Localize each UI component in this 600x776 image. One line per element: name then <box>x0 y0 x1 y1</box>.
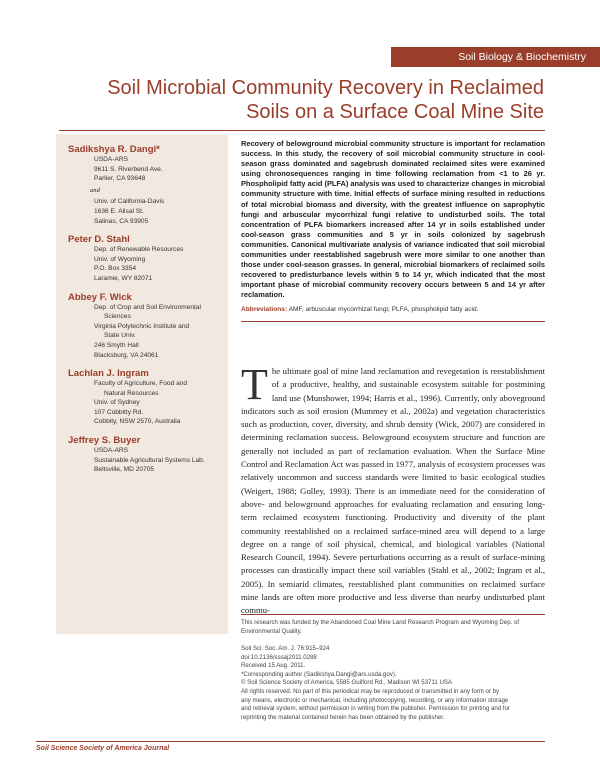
body-paragraph: he ultimate goal of mine land reclamation and revegetation is reestablishment of a productive, healthy, and sustainable ecosystem suitable for postmining land use (Munshower, 1994; Harris et al., 1996). Currently, only aboveground indicators such as soil erosion (Mummey et al., 2002a) and vegetation characteristics such as production, cover, diversity, and shrub density (Wick, 2007) are considered in determining reclamation success. Belowground ecosystem structure and function are generally not included as part of reclamation evaluation. When the Surface Mine Control and Reclamation Act was passed in 1977, analysis of ecosystem processes was relatively uncommon and success standards were limited to basic ecological studies (Weigert, 1988; Golley, 1993). There is an immediate need for the consideration of above- and belowground approaches for evaluating reclamation and ensuring long-term reclaimed ecosystem functioning. Productivity and diversity of the plant community reestablished on a reclaimed surface-mined area will depend to a large degree on a range of soil physical, chemical, and biological variables (National Research Council, 1994). Severe perturbations occurring as a result of surface-mining processes can drastically impact these soil variables (Stahl et al., 2002; Ingram et al., 2005). In semiarid climates, reestablished plant communities on reclaimed surface mine lands are often more productive and less diverse than nearby undisturbed plant commu- <box>241 366 545 616</box>
affiliation-line: Beltsville, MD 20705 <box>94 466 155 474</box>
publication-meta <box>241 645 545 722</box>
affiliation-line: State Univ. <box>104 332 136 340</box>
affiliation-line: Dep. of Crop and Soil Environmental <box>94 303 202 311</box>
affiliation-line: 9611 S. Riverbend Ave. <box>94 165 163 173</box>
affiliation-line: 246 Smyth Hall <box>94 341 139 349</box>
abbreviations-divider <box>241 321 545 322</box>
footnote-divider <box>241 614 545 615</box>
author-sidebar <box>56 134 228 634</box>
affiliation-line: Univ. of California-Davis <box>94 198 165 206</box>
affiliation-line: USDA-ARS <box>94 156 129 163</box>
meta-line: Received 15 Aug. 2011. <box>241 662 306 670</box>
meta-line: Soil Sci. Soc. Am. J. 76:915–924 <box>241 645 330 652</box>
affiliation-line: Parlier, CA 93648 <box>94 175 146 183</box>
meta-line: doi:10.2136/sssaj2011.0288 <box>241 653 317 661</box>
abbreviations-label: Abbreviations: <box>241 306 288 313</box>
affiliation-line: Blacksburg, VA 24061 <box>94 351 159 359</box>
author-name: Abbey F. Wick <box>68 291 132 303</box>
author-name: Peter D. Stahl <box>68 234 130 246</box>
author-name: Jeffrey S. Buyer <box>68 435 141 447</box>
author-affiliation <box>68 303 222 361</box>
drop-cap: T <box>241 360 268 409</box>
abbreviations-text: AMF, arbuscular mycorrhizal fungi; PLFA, phospholipid fatty acid. <box>288 306 479 313</box>
affiliation-line: Salinas, CA 93905 <box>94 217 149 225</box>
affiliation-line: Univ. of Wyoming <box>94 255 146 263</box>
body-text <box>241 360 545 618</box>
affiliation-line: 107 Cobbitty Rd. <box>94 408 144 416</box>
affiliation-line: 1636 E. Alisal St. <box>94 207 144 215</box>
affiliation-line: Laramie, WY 82071 <box>94 274 153 282</box>
meta-line: All rights reserved. No part of this periodical may be reproduced or transmitted in any form or by <box>241 687 500 695</box>
author-affiliation <box>68 197 222 226</box>
article-title <box>60 76 544 124</box>
affiliation-line: P.O. Box 3354 <box>94 265 137 273</box>
author-affiliation <box>68 245 222 283</box>
section-tab: Soil Biology & Biochemistry <box>391 47 600 67</box>
author-name: Lachlan J. Ingram <box>68 368 149 380</box>
affiliation-line: Sciences <box>104 313 131 321</box>
author-affiliation <box>68 155 222 184</box>
abstract: Recovery of belowground microbial community structure is important for reclamation success. In this study, the recovery of soil microbial community structure in cool-season grass dominated and sagebrush dominated reclaimed sites were examined using chronosequences ranging in time following reclamation from <1 to 26 yr. Phospholipid fatty acid (PLFA) analysis was used to characterize changes in microbial community structure with time. Initial effects of surface mining resulted in reductions of total microbial biomass and diversity, with the greatest influence on saprophytic fungi and arbuscular mycorrhizal fungi relative to undisturbed soils. The total concentration of PLFA biomarkers increased after 14 yr in soils established under cool-season grass communities and 5 yr in soils colonized by sagebrush communities. Canonical multivariate analysis of variance indicated that soil microbial communities under reestablished sagebrush were more similar to one another than those under cool-season grasses. In general, microbial biomarkers of reclaimed soils recovered to predisturbance levels within 5 to 14 yr, which indicated that the most important phase of microbial community recovery occurs between 5 and 14 yr after reclamation. <box>241 139 545 300</box>
meta-line: reprinting the material contained herein has been obtained by the publisher. <box>241 713 445 721</box>
author-affiliation <box>68 446 222 475</box>
affiliation-line: Virginia Polytechnic Institute and <box>94 322 190 330</box>
abbreviations <box>241 305 545 315</box>
funding-note: This research was funded by the Abandoned Coal Mine Land Research Program and Wyoming Dep. of Environmental Quality. <box>241 619 520 635</box>
author-affiliation <box>68 379 222 427</box>
affiliation-line: Sustainable Agricultural Systems Lab. <box>94 456 205 464</box>
journal-name: Soil Science Society of America Journal <box>36 745 170 752</box>
footer-divider <box>36 741 545 742</box>
affiliation-line: Faculty of Agriculture, Food and <box>94 380 188 388</box>
affiliation-line: Cobbity, NSW 2570, Australia <box>94 418 181 426</box>
title-line-2: Soils on a Surface Coal Mine Site <box>246 101 544 123</box>
author-name: Sadikshya R. Dangi* <box>68 144 160 155</box>
affiliation-line: Dep. of Renewable Resources <box>94 246 184 254</box>
affiliation-line: USDA-ARS <box>94 447 129 455</box>
affiliation-line: Univ. of Sydney <box>94 399 140 407</box>
meta-line: any means, electronic or mechanical, including photocopying, recording, or any information storage <box>241 696 509 704</box>
meta-line: *Corresponding author (Sadikshya.Dangi@ars.usda.gov). <box>241 670 397 678</box>
title-line-1: Soil Microbial Community Recovery in Reclaimed <box>107 77 544 99</box>
affiliation-line: Natural Resources <box>104 389 159 397</box>
meta-line: © Soil Science Society of America, 5585 Guilford Rd., Madison WI 53711 USA <box>241 679 452 687</box>
affiliation-and: and <box>90 186 100 194</box>
title-divider <box>59 130 545 131</box>
meta-line: and retrieval system, without permission in writing from the publisher. Permission for printing and for <box>241 705 510 713</box>
